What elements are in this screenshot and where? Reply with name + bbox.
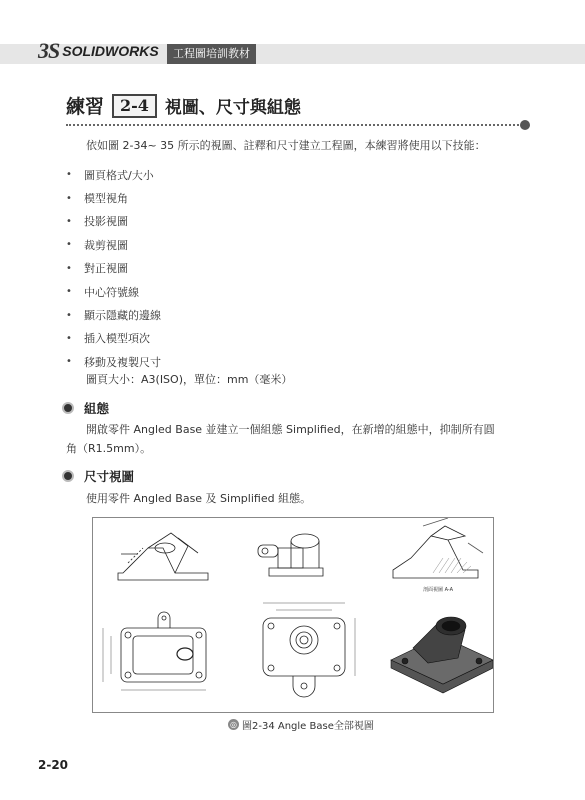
book-title: 工程圖培訓教材 [167,44,256,64]
section-label: 剖面視圖 A-A [423,587,454,593]
solidworks-logo [38,38,159,64]
list-item: • 插入模型項次 [66,332,150,346]
list-item: • 投影視圖 [66,215,128,229]
list-item: • 移動及複製尺寸 [66,355,161,369]
trimetric-view-1 [118,533,208,580]
bullet-icon: • [66,239,72,251]
top-view [103,612,206,690]
title-divider-dot [520,120,530,130]
bullet-icon: • [66,215,72,227]
skills-list [66,163,161,374]
list-item: • 裁剪視圖 [66,238,128,252]
sheet-size-text: 圖頁大小：A3(ISO)，單位：mm（毫米） [86,373,293,386]
dim-text: 使用零件 Angled Base 及 Simplified 組態。 [86,492,312,505]
section-number: 2-4 [112,94,157,118]
section-view-a-a [393,518,483,578]
section-prefix: 練習 [66,96,105,118]
bullet-icon: • [66,309,72,321]
trimetric-view-2 [258,534,323,576]
section-title [66,92,301,119]
figure-caption: ◎ 圖2-34 Angle Base全部視圖 [230,720,374,732]
logo-text: SOLIDWORKS [62,43,159,59]
figure-marker-icon: ◎ [228,719,239,730]
list-item: • 顯示隱藏的邊線 [66,309,161,323]
title-divider [66,124,526,126]
hexagon-bullet-icon [62,402,74,414]
list-item: • 模型視角 [66,192,128,206]
intro-paragraph: 依如圖 2-34~ 35 所示的視圖、註釋和尺寸建立工程圖，本練習將使用以下技能： [86,139,486,152]
config-text-line1: 開啟零件 Angled Base 並建立一個組態 Simplified，在新增的組態中，抑制所有圓 [86,423,495,436]
bullet-icon: • [66,192,72,204]
dim-heading: 尺寸視圖 [62,467,134,485]
drawing-views-illustration [93,518,493,712]
bullet-icon: • [66,332,72,344]
page-number: 2-20 [38,758,69,772]
config-heading: 組態 [62,399,109,417]
drawing-figure [92,517,494,713]
bullet-icon: • [66,286,72,298]
list-item: • 中心符號線 [66,285,139,299]
shaded-isometric-view [391,617,493,693]
bullet-icon: • [66,356,72,368]
ds-logo-icon: 3S [38,38,60,63]
hexagon-bullet-icon [62,470,74,482]
list-item: • 圖頁格式/大小 [66,168,154,182]
section-title-text: 視圖、尺寸與組態 [164,98,301,118]
config-text-line2: 角（R1.5mm）。 [66,442,152,455]
bullet-icon: • [66,262,72,274]
front-view [263,603,355,697]
list-item: • 對正視圖 [66,262,128,276]
bullet-icon: • [66,169,72,181]
